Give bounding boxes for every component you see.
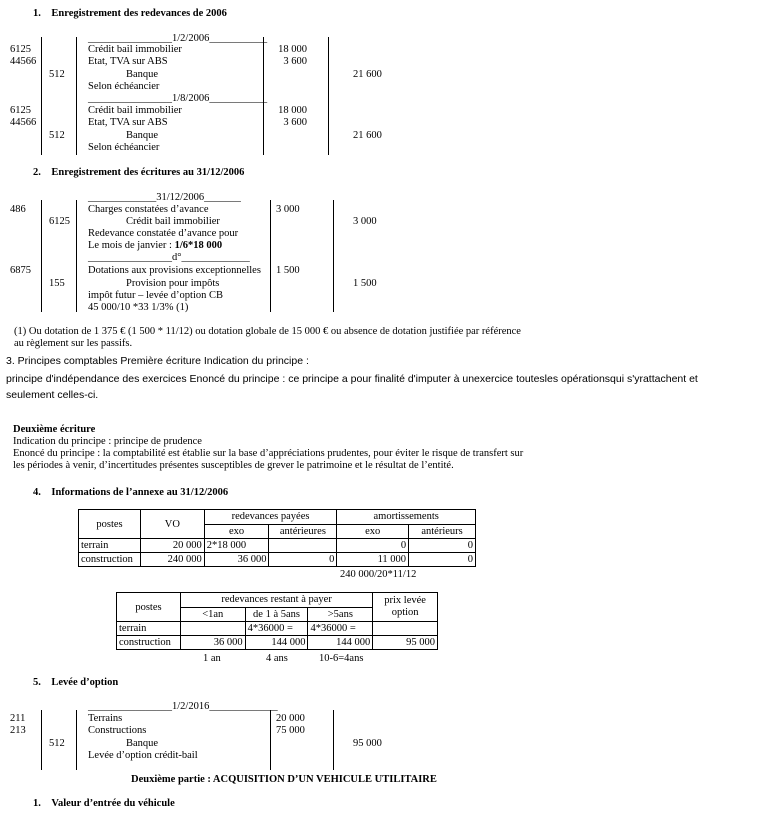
journal-left-rule [41, 37, 42, 155]
table-cell: terrain [79, 539, 141, 553]
entry-date: _____________31/12/2006_______ [88, 192, 241, 203]
account-number: 6125 [49, 216, 70, 227]
account-label: Banque [126, 69, 159, 80]
credit-amount: 1 500 [353, 278, 377, 289]
table-cell: 36 000 [180, 636, 245, 650]
account-label: Constructions [88, 725, 147, 736]
debit-amount: 20 000 [276, 713, 305, 724]
account-label: Dotations aux provisions exceptionnelles [88, 265, 261, 276]
journal-accounts-rule [76, 710, 77, 770]
col-header-anterieurs: antérieurs [409, 524, 476, 539]
debit-amount: 18 000 [278, 44, 307, 55]
part-2-title: Deuxième partie : ACQUISITION D’UN VEHICULE UTILITAIRE [131, 774, 437, 785]
table-cell: 20 000 [140, 539, 204, 553]
journal-left-rule [41, 200, 42, 312]
account-label: Crédit bail immobilier [126, 216, 220, 227]
table-cell: 0 [269, 553, 337, 567]
col-header-prix-levee-line1: prix levée [384, 595, 426, 606]
entry-date: ________________1/2/2016_____________ [88, 701, 278, 712]
credit-amount: 95 000 [353, 738, 382, 749]
table-footer-note: 4 ans [266, 653, 288, 664]
account-number: 486 [10, 204, 26, 215]
principles-heading: 3. Principes comptables Première écriture Indication du principe : [6, 355, 309, 367]
entry-description: Selon échéancier [88, 142, 160, 153]
table-cell: 4*36000 = [308, 622, 373, 636]
entry-description-bold: 1/6*18 000 [174, 240, 223, 251]
principles-text: principe d'indépendance des exercices Enoncé du principe : ce principe a pour finalité d'imputer à unexercice toutesles opérationsqui s'yrattachent et [6, 373, 698, 385]
second-entry-text: Indication du principe : principe de prudence [13, 436, 202, 447]
section-5-title: 5. Levée d’option [33, 677, 119, 688]
section-1-title: 1. Enregistrement des redevances de 2006 [33, 8, 227, 19]
account-label: Provision pour impôts [126, 278, 220, 289]
col-header-vo: VO [140, 510, 204, 539]
col-header-prix-levee-line2: option [391, 607, 419, 618]
entry-description-prefix: Le mois de janvier : [88, 240, 175, 251]
account-label: Etat, TVA sur ABS [88, 117, 168, 128]
debit-amount: 1 500 [276, 265, 300, 276]
table-cell: 240 000 [140, 553, 204, 567]
account-number: 211 [10, 713, 26, 724]
credit-amount: 21 600 [353, 130, 382, 141]
table-cell: 11 000 [337, 553, 409, 567]
col-header-restant: redevances restant à payer [180, 593, 372, 608]
entry-description: impôt futur – levée d’option CB [88, 290, 224, 301]
table-row [79, 539, 476, 553]
footnote: (1) Ou dotation de 1 375 € (1 500 * 11/12) ou dotation globale de 15 000 € ou absence de dotation justifiée par référence [14, 326, 521, 337]
credit-amount: 3 000 [353, 216, 377, 227]
table-row [117, 636, 438, 650]
table-cell [373, 622, 438, 636]
table-cell: 144 000 [245, 636, 308, 650]
col-header-exo: exo [204, 524, 269, 539]
account-label: Crédit bail immobilier [88, 105, 182, 116]
journal-debit-rule [270, 200, 271, 312]
part-2-subtitle: 1. Valeur d’entrée du véhicule [33, 798, 175, 809]
annex-table-2 [116, 592, 438, 650]
account-number: 6125 [10, 105, 31, 116]
table-cell: 0 [409, 539, 476, 553]
debit-amount: 3 000 [276, 204, 300, 215]
principles-text: seulement celles-ci. [6, 389, 99, 401]
table-row [79, 553, 476, 567]
journal-credit-rule [333, 200, 334, 312]
account-label: Banque [126, 130, 159, 141]
credit-amount: 21 600 [353, 69, 382, 80]
journal-credit-rule [333, 710, 334, 770]
entry-date: ________________1/8/2006___________ [88, 93, 268, 104]
entry-description: Redevance constatée d’avance pour [88, 228, 239, 239]
entry-description: 45 000/10 *33 1/3% (1) [88, 302, 189, 313]
entry-date: ________________1/2/2006___________ [88, 33, 268, 44]
table-footer-note: 10-6=4ans [319, 653, 364, 664]
table-cell: 36 000 [204, 553, 269, 567]
col-header-postes: postes [117, 593, 181, 622]
account-number: 512 [49, 130, 65, 141]
journal-accounts-rule [76, 200, 77, 312]
table-cell: construction [79, 553, 141, 567]
journal-debit-rule [270, 710, 271, 770]
table-row [117, 622, 438, 636]
table-cell: 4*36000 = [245, 622, 308, 636]
second-entry-text: les périodes à venir, d’incertitudes présentes susceptibles de grever le patrimoine et le résultat de l’entité. [13, 460, 454, 471]
journal-left-rule [41, 710, 42, 770]
entry-separator: ________________d°_____________ [88, 252, 250, 263]
col-header-lt-1an: <1an [180, 607, 245, 622]
table-cell [180, 622, 245, 636]
table-cell: 0 [409, 553, 476, 567]
account-number: 155 [49, 278, 65, 289]
account-number: 512 [49, 69, 65, 80]
debit-amount: 3 600 [283, 56, 307, 67]
table-note: 240 000/20*11/12 [340, 569, 417, 580]
journal-credit-rule [328, 37, 329, 155]
annex-table-1 [78, 509, 476, 567]
table-cell: 144 000 [308, 636, 373, 650]
second-entry-text: Enoncé du principe : la comptabilité est établie sur la base d’appréciations prudentes, pour éviter le risque de transfert sur [13, 448, 524, 459]
account-label: Terrains [88, 713, 123, 724]
account-label: Crédit bail immobilier [88, 44, 182, 55]
col-header-1-a-5ans: de 1 à 5ans [245, 607, 308, 622]
table-cell [269, 539, 337, 553]
account-number: 512 [49, 738, 65, 749]
col-header-amortissements: amortissements [337, 510, 476, 525]
account-label: Banque [126, 738, 159, 749]
table-cell: 0 [337, 539, 409, 553]
account-label: Charges constatées d’avance [88, 204, 209, 215]
col-header-postes: postes [79, 510, 141, 539]
account-label: Etat, TVA sur ABS [88, 56, 168, 67]
debit-amount: 3 600 [283, 117, 307, 128]
table-cell: 95 000 [373, 636, 438, 650]
account-number: 6875 [10, 265, 31, 276]
account-number: 44566 [10, 56, 37, 67]
col-header-anterieures: antérieures [269, 524, 337, 539]
account-number: 213 [10, 725, 26, 736]
second-entry-title: Deuxième écriture [13, 424, 96, 435]
footnote: au règlement sur les passifs. [14, 338, 133, 349]
account-number: 44566 [10, 117, 37, 128]
entry-description: Selon échéancier [88, 81, 160, 92]
col-header-gt-5ans: >5ans [308, 607, 373, 622]
account-number: 6125 [10, 44, 31, 55]
table-cell: construction [117, 636, 181, 650]
journal-accounts-rule [76, 37, 77, 155]
entry-description: Levée d’option crédit-bail [88, 750, 198, 761]
col-header-exo: exo [337, 524, 409, 539]
section-4-title: 4. Informations de l’annexe au 31/12/2006 [33, 487, 229, 498]
debit-amount: 75 000 [276, 725, 305, 736]
table-cell: terrain [117, 622, 181, 636]
entry-description [88, 241, 222, 252]
col-header-prix-levee [373, 593, 438, 622]
section-2-title: 2. Enregistrement des écritures au 31/12/2006 [33, 167, 245, 178]
col-header-redevances: redevances payées [204, 510, 337, 525]
table-footer-note: 1 an [203, 653, 221, 664]
table-cell: 2*18 000 [204, 539, 269, 553]
debit-amount: 18 000 [278, 105, 307, 116]
